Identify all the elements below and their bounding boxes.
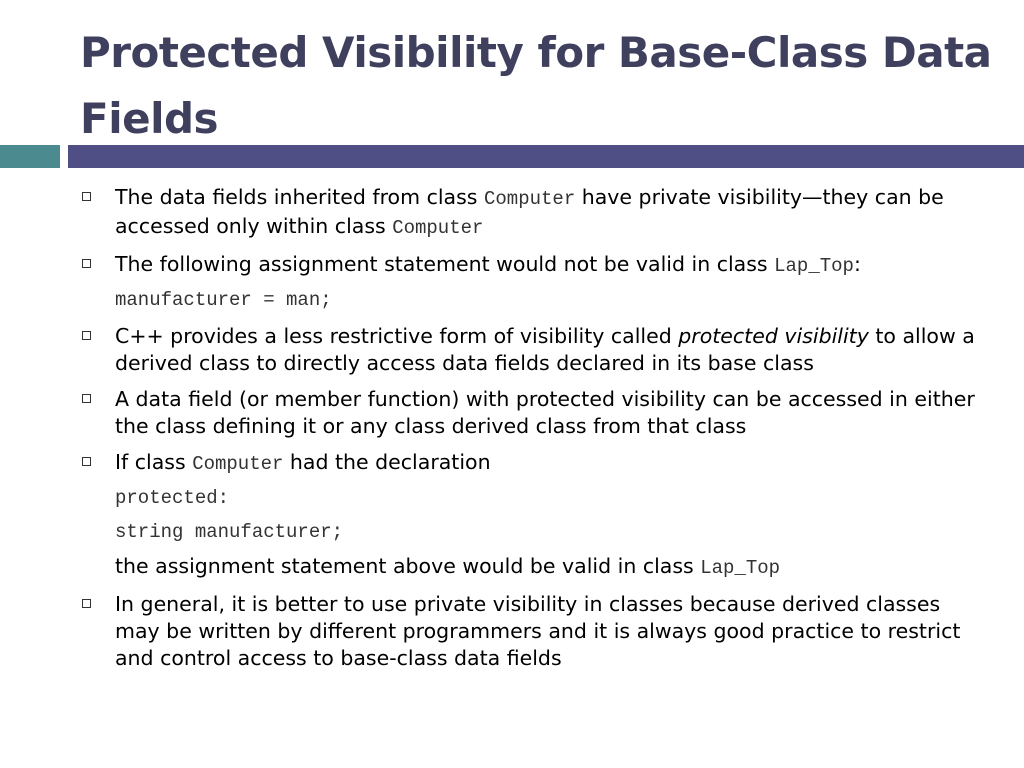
slide-content <box>80 184 980 681</box>
title-rule-bar <box>68 145 1024 168</box>
bullet-text: : <box>853 252 861 276</box>
bullet-item-4 <box>80 386 980 440</box>
code-class-name: Computer <box>192 453 284 475</box>
bullet-item-3 <box>80 323 980 377</box>
code-class-name: Lap_Top <box>774 255 854 277</box>
code-line <box>80 285 980 314</box>
emphasis-term: protected visibility <box>678 324 869 348</box>
bullet-text: A data field (or member function) with protected visibility can be accessed in either the class defining it or any class derived class from that class <box>115 387 975 438</box>
code-class-name: Computer <box>392 217 484 239</box>
bullet-text: If class <box>115 450 193 474</box>
bullet-text: The following assignment statement would not be valid in class <box>115 252 775 276</box>
square-bullet-icon <box>82 394 91 403</box>
bullet-item-5 <box>80 449 980 478</box>
bullet-text: In general, it is better to use private visibility in classes because derived classes may be written by different programmers and it is always good practice to restrict and control access to base-class data fields <box>115 592 961 670</box>
bullet-item-1 <box>80 184 980 242</box>
bullet-text: The data fields inherited from class <box>115 185 484 209</box>
code-line <box>80 517 980 546</box>
bullet-item-6 <box>80 591 980 672</box>
square-bullet-icon <box>82 259 91 268</box>
code-statement: string manufacturer; <box>115 521 344 543</box>
bullet-text: to allow a derived class to directly access data fields declared in its base class <box>115 324 975 375</box>
square-bullet-icon <box>82 599 91 608</box>
square-bullet-icon <box>82 331 91 340</box>
code-statement: protected: <box>115 487 230 509</box>
code-statement: manufacturer = man; <box>115 289 332 311</box>
bullet-text: C++ provides a less restrictive form of visibility called <box>115 324 679 348</box>
square-bullet-icon <box>82 192 91 201</box>
bullet-text: the assignment statement above would be valid in class <box>115 554 701 578</box>
title-rule-accent <box>0 145 60 168</box>
code-line <box>80 483 980 512</box>
code-class-name: Lap_Top <box>700 557 781 579</box>
bullet-item-2 <box>80 251 980 280</box>
continuation-line <box>80 553 980 582</box>
bullet-text: had the declaration <box>283 450 491 474</box>
bullet-text: have private visibility—they can be accessed only within class <box>115 185 944 238</box>
slide-title: Protected Visibility for Base-Class Data Fields <box>80 28 992 143</box>
code-class-name: Computer <box>484 188 576 210</box>
square-bullet-icon <box>82 457 91 466</box>
